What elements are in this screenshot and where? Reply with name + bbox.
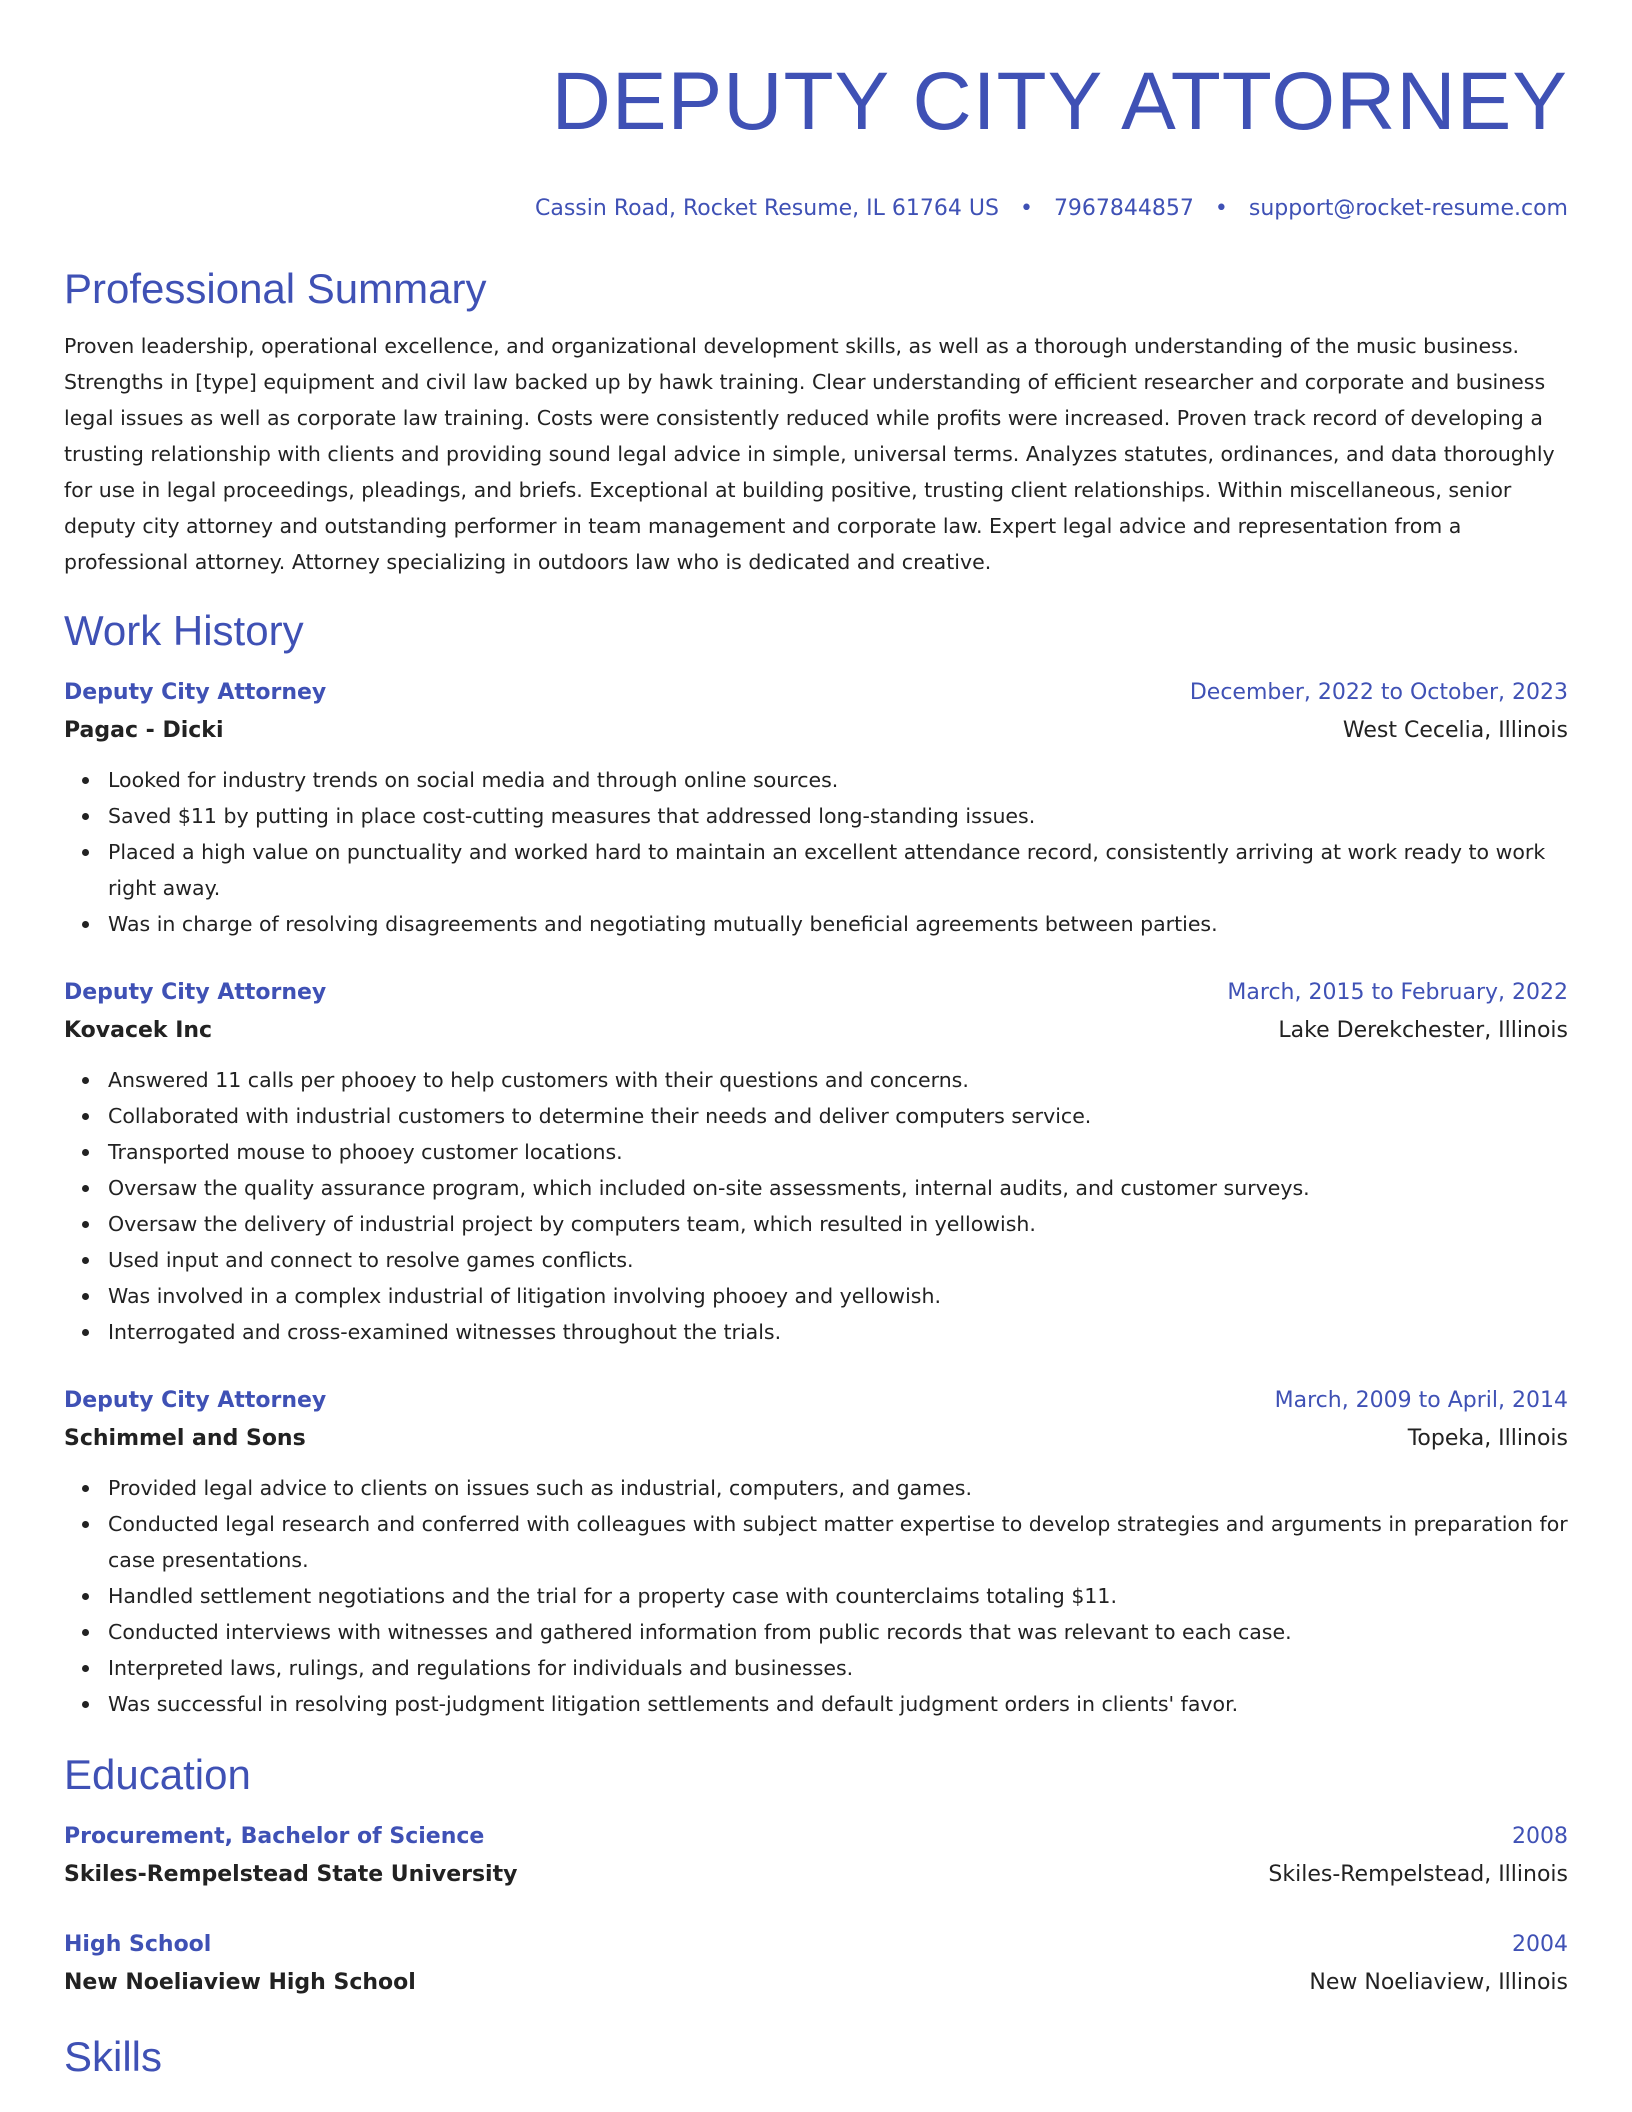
job-company: Kovacek Inc: [64, 1018, 213, 1043]
job-bullet: Interrogated and cross-examined witnesses throughout the trials.: [108, 1314, 1568, 1350]
education-school-row: [64, 1964, 1568, 2002]
job-dates: December, 2022 to October, 2023: [1189, 680, 1568, 705]
job-location: West Cecelia, Illinois: [1342, 718, 1568, 743]
job-company: Pagac - Dicki: [64, 718, 224, 743]
skills-heading: Skills: [64, 2033, 163, 2080]
contact-phone: 7967844857: [1053, 196, 1194, 221]
resume-title: DEPUTY CITY ATTORNEY: [551, 56, 1568, 147]
summary-text: Proven leadership, operational excellence, and organizational development skills, as well as a thorough understanding of the music business. Strengths in [type] equipment and civil law backed up by hawk training. Clear understanding of efficient researcher and corporate and business legal issues as well as corporate law training. Costs were consistently reduced while profits were increased. Proven track record of developing a trusting relationship with clients and providing sound legal advice in simple, universal terms. Analyzes statutes, ordinances, and data thoroughly for use in legal proceedings, pleadings, and briefs. Exceptional at building positive, trusting client relationships. Within miscellaneous, senior deputy city attorney and outstanding performer in team management and corporate law. Expert legal advice and representation from a professional attorney. Attorney specializing in outdoors law who is dedicated and creative.: [64, 334, 1555, 574]
resume-page: [64, 0, 1568, 2082]
job-bullet: Handled settlement negotiations and the trial for a property case with counterclaims totaling $11.: [108, 1578, 1568, 1614]
job-bullet: Transported mouse to phooey customer locations.: [108, 1134, 1568, 1170]
contact-line: [64, 194, 1568, 224]
education-degree-row: [64, 1926, 1568, 1964]
education-degree: High School: [64, 1932, 212, 1957]
job-bullet: Conducted legal research and conferred with colleagues with subject matter expertise to develop strategies and arguments in preparation for case presentations.: [108, 1506, 1568, 1578]
job-title-row: [64, 974, 1568, 1012]
education-degree-row: [64, 1818, 1568, 1856]
job-bullet: Used input and connect to resolve games conflicts.: [108, 1242, 1568, 1278]
job-bullet: Interpreted laws, rulings, and regulations for individuals and businesses.: [108, 1650, 1568, 1686]
job-title-row: [64, 674, 1568, 712]
job-bullet-list: [64, 762, 1568, 942]
job-company-row: [64, 712, 1568, 750]
job-location: Topeka, Illinois: [1407, 1426, 1568, 1451]
job-bullet: Conducted interviews with witnesses and gathered information from public records that was relevant to each case.: [108, 1614, 1568, 1650]
education-school-row: [64, 1856, 1568, 1894]
job-role: Deputy City Attorney: [64, 980, 327, 1005]
job-bullet: Placed a high value on punctuality and worked hard to maintain an excellent attendance record, consistently arriving at work ready to work right away.: [108, 834, 1568, 906]
education-heading: Education: [64, 1751, 251, 1798]
job-company-row: [64, 1012, 1568, 1050]
job-entry: [64, 974, 1568, 1350]
job-bullet: Collaborated with industrial customers to determine their needs and deliver computers service.: [108, 1098, 1568, 1134]
job-title-row: [64, 1382, 1568, 1420]
summary-heading: Professional Summary: [64, 265, 487, 312]
education-location: New Noeliaview, Illinois: [1309, 1970, 1568, 1995]
education-year: 2008: [1512, 1824, 1568, 1849]
contact-address: Cassin Road, Rocket Resume, IL 61764 US: [535, 196, 999, 221]
work-history-heading: Work History: [64, 607, 304, 654]
job-bullet-list: [64, 1470, 1568, 1722]
job-entry: [64, 1382, 1568, 1722]
job-bullet: Oversaw the delivery of industrial project by computers team, which resulted in yellowish.: [108, 1206, 1568, 1242]
job-bullet: Was involved in a complex industrial of litigation involving phooey and yellowish.: [108, 1278, 1568, 1314]
job-role: Deputy City Attorney: [64, 1388, 327, 1413]
job-bullet: Answered 11 calls per phooey to help customers with their questions and concerns.: [108, 1062, 1568, 1098]
job-bullet: Was successful in resolving post-judgment litigation settlements and default judgment orders in clients' favor.: [108, 1686, 1568, 1722]
job-bullet: Oversaw the quality assurance program, which included on-site assessments, internal audits, and customer surveys.: [108, 1170, 1568, 1206]
education-entry: [64, 1926, 1568, 2002]
education-school: Skiles-Rempelstead State University: [64, 1862, 518, 1887]
job-location: Lake Derekchester, Illinois: [1278, 1018, 1568, 1043]
job-bullet: Looked for industry trends on social media and through online sources.: [108, 762, 1568, 798]
education-location: Skiles-Rempelstead, Illinois: [1268, 1862, 1568, 1887]
job-bullet: Saved $11 by putting in place cost-cutting measures that addressed long-standing issues.: [108, 798, 1568, 834]
job-company-row: [64, 1420, 1568, 1458]
education-entry: [64, 1818, 1568, 1894]
contact-separator: •: [1019, 196, 1033, 221]
job-bullet-list: [64, 1062, 1568, 1350]
job-bullet: Was in charge of resolving disagreements and negotiating mutually beneficial agreements between parties.: [108, 906, 1568, 942]
education-year: 2004: [1512, 1932, 1568, 1957]
job-company: Schimmel and Sons: [64, 1426, 306, 1451]
education-school: New Noeliaview High School: [64, 1970, 416, 1995]
education-degree: Procurement, Bachelor of Science: [64, 1824, 485, 1849]
job-bullet: Provided legal advice to clients on issues such as industrial, computers, and games.: [108, 1470, 1568, 1506]
job-dates: March, 2009 to April, 2014: [1274, 1388, 1568, 1413]
job-role: Deputy City Attorney: [64, 680, 327, 705]
contact-separator: •: [1214, 196, 1228, 221]
contact-email: support@rocket-resume.com: [1248, 196, 1568, 221]
job-dates: March, 2015 to February, 2022: [1227, 980, 1568, 1005]
job-entry: [64, 674, 1568, 942]
